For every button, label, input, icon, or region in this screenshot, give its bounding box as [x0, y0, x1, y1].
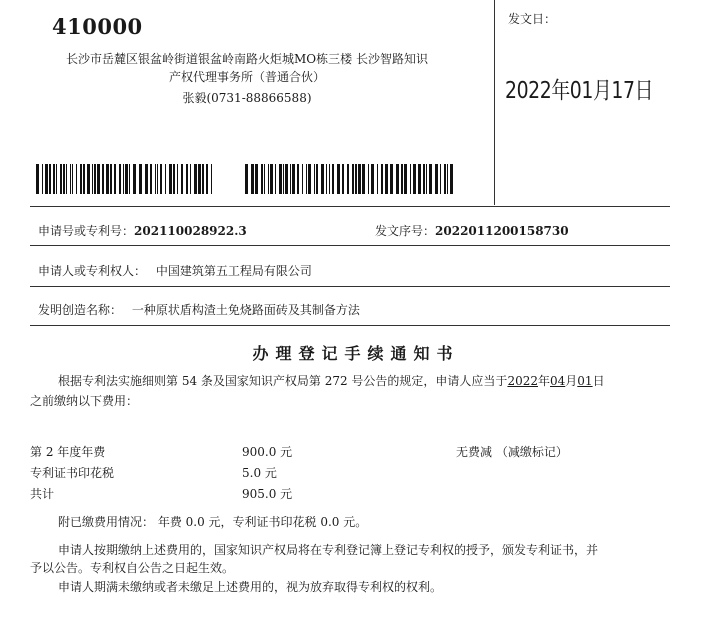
invention-value: 一种原状盾构渣土免烧路面砖及其制备方法	[131, 303, 360, 317]
intro-prefix: 根据专利法实施细则第 54 条及国家知识产权局第 272 号公告的规定，申请人应当于	[58, 374, 508, 388]
fee-name-1: 第 2 年度年费	[30, 445, 106, 459]
address-line-1: 长沙市岳麓区银盆岭街道银盆岭南路火炬城MO栋三楼 长沙智路知识	[66, 52, 428, 66]
invention-title	[38, 301, 360, 318]
intro-suffix: 之前缴纳以下费用：	[30, 394, 139, 408]
rule-2	[30, 245, 670, 246]
application-number	[38, 222, 247, 239]
date-value: 2022年01月17日	[505, 78, 654, 104]
fee-amount-2: 5.0 元	[242, 466, 277, 480]
deadline-day: 01	[577, 374, 593, 388]
rule-4	[30, 325, 670, 326]
fee-amount-total: 905.0 元	[242, 487, 293, 501]
invention-label: 发明创造名称：	[38, 303, 123, 317]
deadline-year: 2022	[507, 374, 538, 388]
address-line-2: 产权代理事务所（普通合伙）	[168, 70, 325, 84]
application-number-label: 申请号或专利号：	[38, 224, 135, 238]
contact-line: 张毅(0731-88866588)	[182, 91, 312, 105]
deadline-month-unit: 月	[565, 374, 578, 388]
para-2-line-1: 申请人按期缴纳上述费用的，国家知识产权局将在专利登记簿上登记专利权的授予，颁发专利证书，并	[58, 543, 599, 557]
applicant-label: 申请人或专利权人：	[38, 264, 147, 278]
rule-3	[30, 286, 670, 287]
applicant-value: 中国建筑第五工程局有限公司	[155, 264, 312, 278]
serial-number-label: 发文序号：	[375, 224, 436, 238]
serial-number-value: 2022011200158730	[435, 224, 569, 238]
deadline-year-unit: 年	[537, 374, 550, 388]
fee-name-total: 共计	[30, 487, 55, 501]
notice-title: 办理登记手续通知书	[252, 344, 460, 363]
para-2-line-2: 予以公告。专利权自公告之日起生效。	[30, 561, 235, 575]
deadline-day-unit: 日	[592, 374, 605, 388]
applicant	[38, 262, 312, 279]
deadline-month: 04	[550, 374, 566, 388]
postcode: 410000	[52, 14, 143, 39]
paid-info: 附已缴费用情况： 年费 0.0 元，专利证书印花税 0.0 元。	[58, 515, 368, 529]
fee-note-1: 无费减 （减缴标记）	[456, 445, 568, 459]
para-3: 申请人期满未缴纳或者未缴足上述费用的，视为放弃取得专利权的权利。	[58, 580, 443, 594]
fee-amount-1: 900.0 元	[242, 445, 293, 459]
barcode-left	[36, 164, 214, 194]
header-divider	[494, 0, 495, 205]
barcode-right	[245, 164, 455, 194]
date-label: 发文日：	[508, 12, 557, 26]
rule-1	[30, 206, 670, 207]
application-number-value: 202110028922.3	[134, 224, 247, 238]
serial-number	[375, 222, 569, 239]
fee-name-2: 专利证书印花税	[30, 466, 115, 480]
intro-paragraph	[30, 371, 680, 391]
